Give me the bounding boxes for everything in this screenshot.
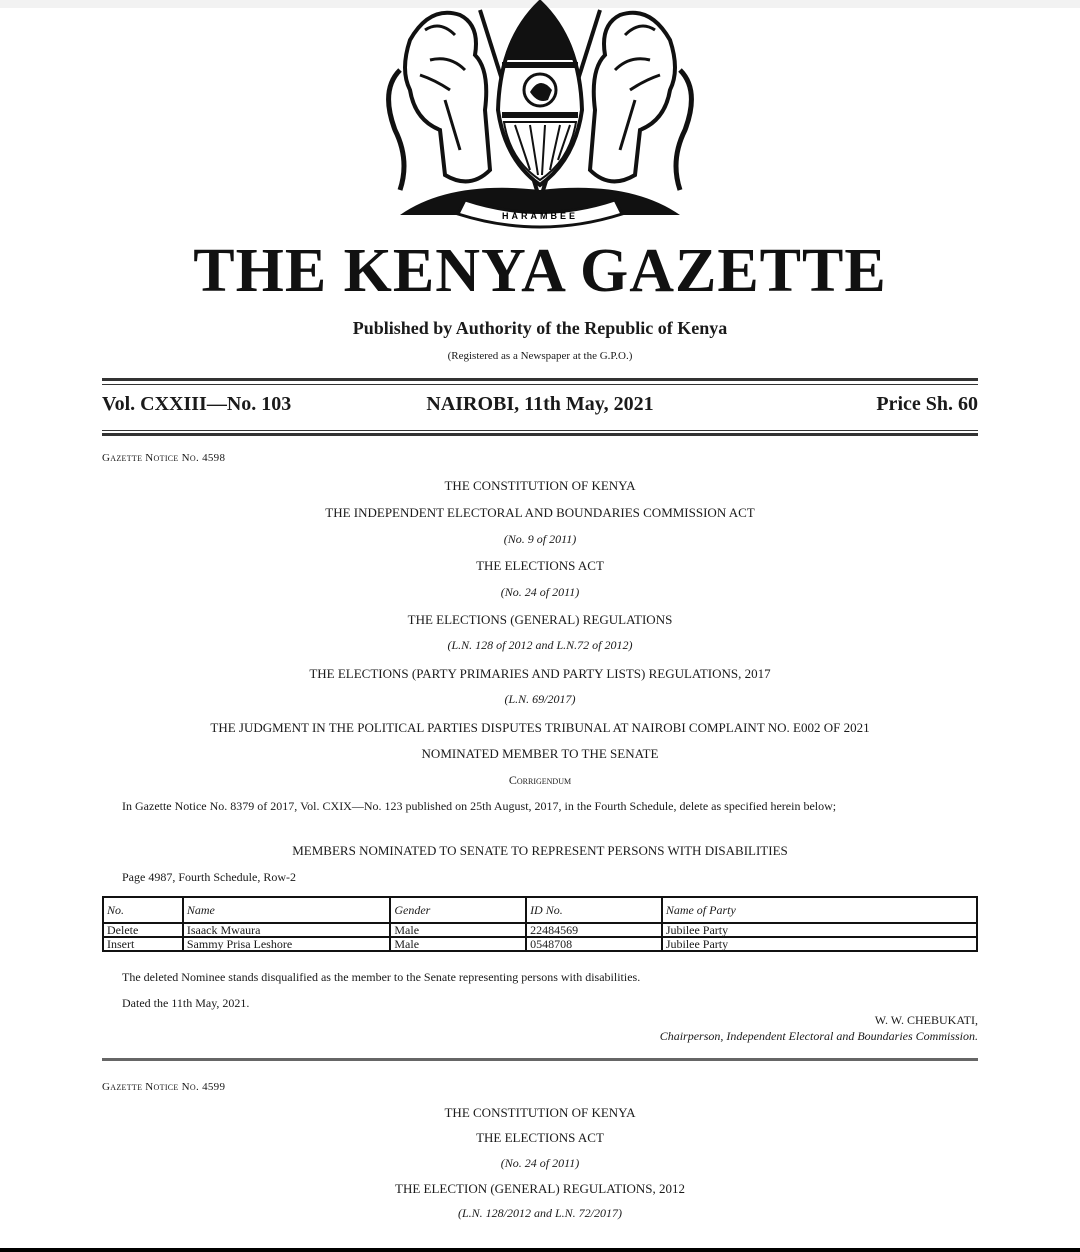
place-date: NAIROBI, 11th May, 2021 xyxy=(426,393,654,415)
notice-number: Gazette Notice No. 4599 xyxy=(102,1081,226,1093)
registration-note: (Registered as a Newspaper at the G.P.O.) xyxy=(447,350,633,362)
table-cell: Delete xyxy=(103,923,183,937)
table-row xyxy=(103,923,977,937)
header-rule-top-thin xyxy=(102,384,978,385)
header-rule-bottom-thin xyxy=(102,430,978,431)
disqualified-note: The deleted Nominee stands disqualified as the member to the Senate representing persons with disabilities. xyxy=(122,970,641,984)
column-header: Name xyxy=(183,897,391,923)
act-heading: NOMINATED MEMBER TO THE SENATE xyxy=(421,746,659,761)
gazette-title: THE KENYA GAZETTE xyxy=(193,237,887,305)
published-by: Published by Authority of the Republic of Kenya xyxy=(352,318,728,338)
column-header: Gender xyxy=(390,897,526,923)
act-heading: THE ELECTIONS ACT xyxy=(476,558,604,573)
table-heading: MEMBERS NOMINATED TO SENATE TO REPRESENT PERSONS WITH DISABILITIES xyxy=(292,843,788,858)
issue-info-row xyxy=(102,393,978,419)
table-row xyxy=(103,937,977,951)
act-reference: (L.N. 69/2017) xyxy=(504,692,576,706)
motto-text: HARAMBEE xyxy=(501,211,579,221)
volume-number: Vol. CXXIII—No. 103 xyxy=(102,393,292,415)
act-heading: THE JUDGMENT IN THE POLITICAL PARTIES DISPUTES TRIBUNAL AT NAIROBI COMPLAINT NO. E002 OF 2021 xyxy=(210,720,870,735)
column-header: No. xyxy=(103,897,183,923)
notice-paragraph: In Gazette Notice No. 8379 of 2017, Vol. CXIX—No. 123 published on 25th August, 2017, in the Fourth Schedule, delete as specified herein below; xyxy=(122,799,837,813)
act-heading: THE CONSTITUTION OF KENYA xyxy=(444,1105,636,1120)
signatory-title: Chairperson, Independent Electoral and Boundaries Commission. xyxy=(659,1029,978,1043)
header-rule-top xyxy=(102,378,978,381)
table-cell: Sammy Prisa Leshore xyxy=(183,937,391,951)
act-heading: THE ELECTIONS (PARTY PRIMARIES AND PARTY LISTS) REGULATIONS, 2017 xyxy=(309,666,771,681)
corrigendum-label: Corrigendum xyxy=(508,773,572,787)
kenya-coat-of-arms-emblem xyxy=(370,0,710,230)
column-header: Name of Party xyxy=(662,897,977,923)
table-cell: Jubilee Party xyxy=(662,923,977,937)
act-reference: (No. 24 of 2011) xyxy=(500,585,580,599)
table-cell: Male xyxy=(390,923,526,937)
table-cell: Isaack Mwaura xyxy=(183,923,391,937)
act-heading: THE ELECTIONS (GENERAL) REGULATIONS xyxy=(407,612,673,627)
act-reference: (L.N. 128 of 2012 and L.N.72 of 2012) xyxy=(447,638,633,652)
bottom-edge xyxy=(0,1248,1080,1252)
act-heading: THE ELECTION (GENERAL) REGULATIONS, 2012 xyxy=(395,1181,685,1196)
column-header: ID No. xyxy=(526,897,662,923)
act-heading: THE CONSTITUTION OF KENYA xyxy=(444,478,636,493)
act-heading: THE INDEPENDENT ELECTORAL AND BOUNDARIES COMMISSION ACT xyxy=(325,505,755,520)
table-cell: 0548708 xyxy=(526,937,662,951)
table-header-row xyxy=(103,897,977,923)
signatory-name: W. W. CHEBUKATI, xyxy=(874,1013,978,1027)
table-cell: Jubilee Party xyxy=(662,937,977,951)
table-cell: 22484569 xyxy=(526,923,662,937)
header-rule-bottom xyxy=(102,433,978,436)
notice-number: Gazette Notice No. 4598 xyxy=(102,452,226,464)
act-reference: (L.N. 128/2012 and L.N. 72/2017) xyxy=(457,1206,622,1220)
page-reference: Page 4987, Fourth Schedule, Row-2 xyxy=(122,870,296,884)
nominee-table xyxy=(102,896,978,952)
table-cell: Male xyxy=(390,937,526,951)
price: Price Sh. 60 xyxy=(876,393,978,415)
act-reference: (No. 9 of 2011) xyxy=(503,532,577,546)
notice-separator xyxy=(102,1058,978,1061)
act-reference: (No. 24 of 2011) xyxy=(500,1156,580,1170)
act-heading: THE ELECTIONS ACT xyxy=(476,1130,604,1145)
table-cell: Insert xyxy=(103,937,183,951)
dated-line: Dated the 11th May, 2021. xyxy=(122,996,250,1010)
